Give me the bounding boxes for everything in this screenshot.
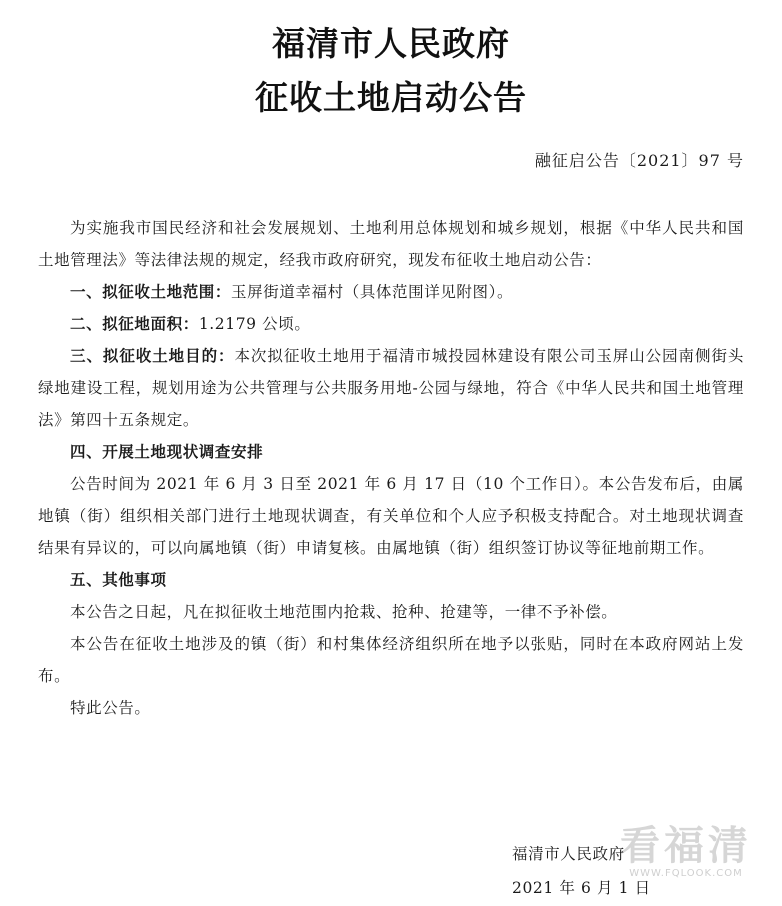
- section-5-heading: 五、其他事项: [70, 571, 167, 589]
- section-3-text: 本次拟征收土地用于福清市城投园林建设有限公司玉屏山公园南侧街头绿地建设工程，规划用途为公共管理与公共服务用地-公园与绿地，符合《中华人民共和国土地管理法》第四十五条规定。: [38, 347, 744, 429]
- sign-date: 2021 年 6 月 1 日: [512, 879, 651, 897]
- signer: 福清市人民政府: [512, 845, 625, 863]
- closing-line: 特此公告。: [70, 699, 151, 717]
- section-3-heading: 三、拟征收土地目的：: [70, 347, 235, 365]
- section-2-heading: 二、拟征地面积：: [70, 315, 199, 333]
- section-1-text: 玉屏街道幸福村（具体范围详见附图）。: [231, 283, 514, 301]
- section-4-text: 公告时间为 2021 年 6 月 3 日至 2021 年 6 月 17 日（10 个工作日）。本公告发布后，由属地镇（街）组织相关部门进行土地现状调查，有关单位和个人应予积极支持配合。对土地现状调查结果有异议的，可以向属地镇（街）申请复核。由属地镇（街）组织签订协议等征地前期工作。: [38, 475, 744, 557]
- section-1: [38, 276, 744, 308]
- section-5-item-2: 本公告在征收土地涉及的镇（街）和村集体经济组织所在地予以张贴，同时在本政府网站上发布。: [38, 635, 744, 685]
- section-3: [38, 340, 744, 436]
- notice-title-line1: 福清市人民政府: [272, 24, 510, 63]
- site-watermark: [620, 824, 752, 879]
- watermark-url: WWW.FQLOOK.COM: [629, 868, 743, 879]
- notice-body: [38, 212, 744, 724]
- document-number: 融征启公告〔2021〕97 号: [534, 151, 744, 170]
- notice-title-line2: 征收土地启动公告: [255, 78, 527, 117]
- section-4-heading: 四、开展土地现状调查安排: [70, 443, 264, 461]
- watermark-brand: 看福清: [620, 823, 752, 869]
- section-1-heading: 一、拟征收土地范围：: [70, 283, 232, 301]
- intro-paragraph: 为实施我市国民经济和社会发展规划、土地利用总体规划和城乡规划，根据《中华人民共和国土地管理法》等法律法规的规定，经我市政府研究，现发布征收土地启动公告：: [38, 219, 744, 269]
- section-5-item-1: 本公告之日起，凡在拟征收土地范围内抢栽、抢种、抢建等，一律不予补偿。: [70, 603, 618, 621]
- section-2: [38, 308, 744, 340]
- section-2-text: 1.2179 公顷。: [198, 315, 311, 333]
